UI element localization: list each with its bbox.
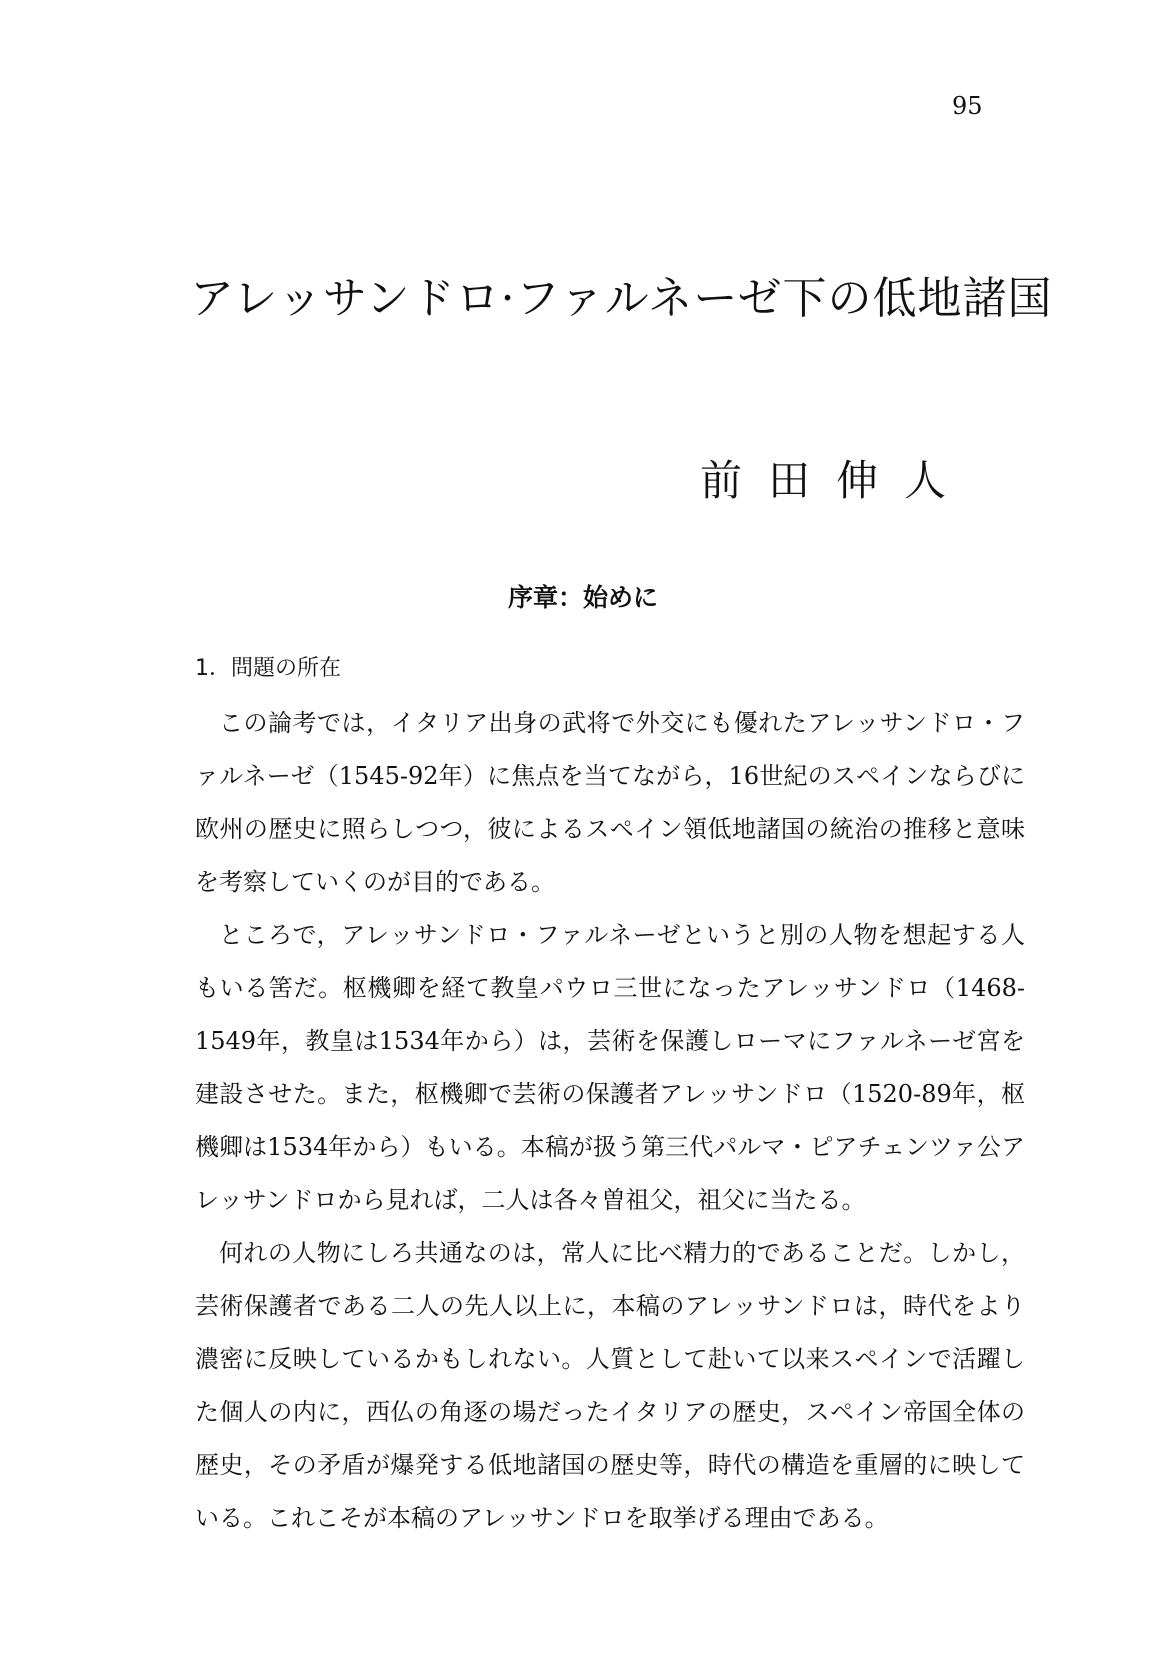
chapter-heading: 序章：始めに (507, 583, 658, 612)
section-heading: 1．問題の所在 (195, 656, 341, 681)
body-text (195, 697, 1025, 1545)
author-name: 前田伸人 (700, 456, 973, 505)
page-number: 95 (952, 92, 983, 120)
paragraph-2: ところで，アレッサンドロ・ファルネーゼというと別の人物を想起する人もいる筈だ。枢機卿を経て教皇パウロ三世になったアレッサンドロ（1468-1549年，教皇は1534年から）は，芸術を保護しローマにファルネーゼ宮を建設させた。また，枢機卿で芸術の保護者アレッサンドロ（1520-89年，枢機卿は1534年から）もいる。本稿が扱う第三代パルマ・ピアチェンツァ公アレッサンドロから見れば，二人は各々曽祖父，祖父に当たる。 (195, 921, 1025, 1214)
paragraph-1: この論考では，イタリア出身の武将で外交にも優れたアレッサンドロ・ファルネーゼ（1545-92年）に焦点を当てながら，16世紀のスペインならびに欧州の歴史に照らしつつ，彼によるスペイン領低地諸国の統治の推移と意味を考察していくのが目的である。 (195, 709, 1025, 896)
paper-title: アレッサンドロ·ファルネーゼ下の低地諸国 (190, 273, 1053, 324)
paragraph-3: 何れの人物にしろ共通なのは，常人に比べ精力的であることだ。しかし，芸術保護者である二人の先人以上に，本稿のアレッサンドロは，時代をより濃密に反映しているかもしれない。人質として赴いて以来スペインで活躍した個人の内に，西仏の角逐の場だったイタリアの歴史，スペイン帝国全体の歴史，その矛盾が爆発する低地諸国の歴史等，時代の構造を重層的に映している。これこそが本稿のアレッサンドロを取挙げる理由である。 (195, 1239, 1025, 1532)
